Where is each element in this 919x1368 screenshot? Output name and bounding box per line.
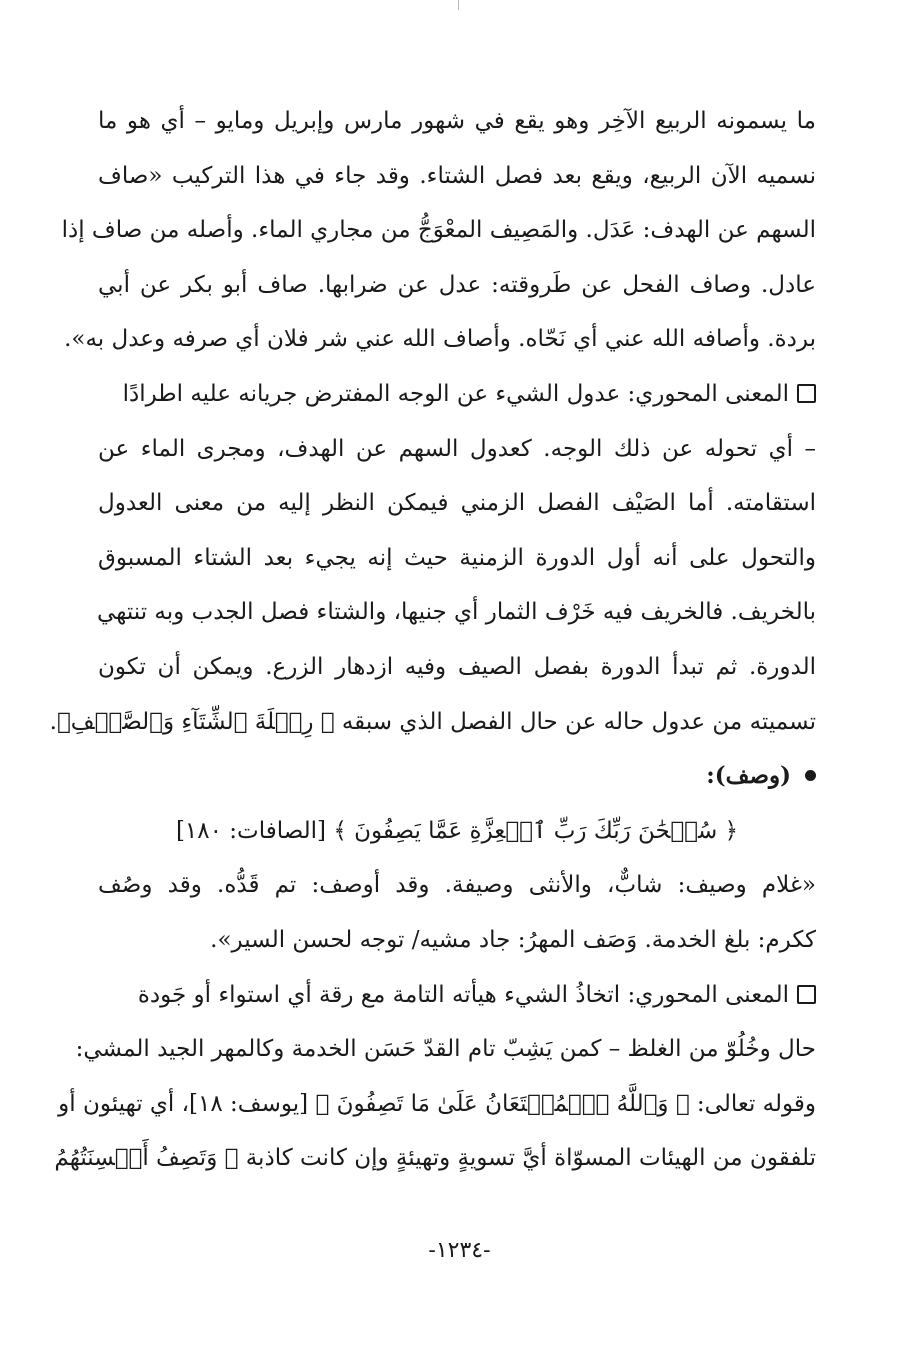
- text-line: نسميه الآن الربيع، ويقع بعد فصل الشتاء. وقد جاء في هذا التركيب «صاف: [98, 162, 816, 189]
- text-line: بالخريف. فالخريف فيه خَرْف الثمار أي جنيها، والشتاء فصل الجدب وبه تنتهي: [97, 599, 816, 626]
- text-line: بردة. وأصافه الله عني أي نَحّاه. وأصاف الله عني شر فلان أي صرفه وعدل به».: [64, 326, 816, 353]
- text-line: السهم عن الهدف: عَدَل. والمَصِيف المعْوَجُّ من مجاري الماء. وأصله من صاف إذا: [61, 217, 816, 244]
- text-line: عادل. وصاف الفحل عن طَروقته: عدل عن ضرابها. صاف أبو بكر عن أبي: [98, 271, 816, 298]
- text-line: تلفقون من الهيئات المسوّاة أيَّ تسويةٍ وتهيئةٍ وإن كانت كاذبة ﴿ وَتَصِفُ أَلۡسِنَتُهُمُ: [54, 1145, 816, 1172]
- crop-mark: [458, 0, 459, 10]
- text-line: [98, 968, 816, 1023]
- text-line: تسميته من عدول حاله عن حال الفصل الذي سبقه ﴿ رِحۡلَةَ ٱلشِّتَآءِ وَٱلصَّيۡفِ﴾.: [49, 708, 816, 735]
- text-line: – أي تحوله عن ذلك الوجه. كعدول السهم عن الهدف، ومجرى الماء عن: [98, 435, 816, 462]
- text-line: ككرم: بلغ الخدمة. وَصَف المهرُ: جاد مشيه/ توجه لحسن السير».: [210, 926, 816, 953]
- section-heading: [98, 749, 816, 804]
- quran-verse: ﴿ سُبۡحَٰنَ رَبِّكَ رَبِّ ٱلۡعِزَّةِ عَمَّا يَصِفُونَ ﴾ [الصافات: ١٨٠]: [175, 817, 739, 844]
- text-line: وقوله تعالى: ﴿ وَٱللَّهُ ٱلۡمُسۡتَعَانُ عَلَىٰ مَا تَصِفُونَ ﴾ [يوسف: ١٨]، أي تهيئون أو: [58, 1090, 816, 1117]
- body-text: [49, 94, 816, 1186]
- square-marker-icon: [797, 985, 816, 1004]
- text-line: استقامته. أما الصَيْف الفصل الزمني فيمكن النظر إليه من معنى العدول: [98, 490, 816, 517]
- section-heading-text: (وصف):: [706, 762, 791, 790]
- text-line: ما يسمونه الربيع الآخِر وهو يقع في شهور مارس وإبريل ومايو – أي هو ما: [98, 108, 816, 134]
- core-meaning-text: المعنى المحوري: عدول الشيء عن الوجه المفترض جريانه عليه اطرادًا: [122, 380, 789, 407]
- bullet-icon: [805, 770, 816, 781]
- text-line: [98, 367, 816, 422]
- text-line: الدورة. ثم تبدأ الدورة بفصل الصيف وفيه ازدهار الزرع. ويمكن أن تكون: [98, 653, 816, 680]
- square-marker-icon: [797, 384, 816, 403]
- page-number: -١٢٣٤-: [428, 1238, 491, 1263]
- text-line: حال وخُلُوّ من الغلظ – كمن يَشِبّ تام القدّ حَسَن الخدمة وكالمهر الجيد المشي:: [75, 1036, 816, 1063]
- core-meaning-text: المعنى المحوري: اتخاذُ الشيء هيأته التامة مع رقة أي استواء أو جَودة: [137, 981, 789, 1008]
- text-line: والتحول على أنه أول الدورة الزمنية حيث إنه يجيء بعد الشتاء المسبوق: [98, 544, 816, 571]
- text-line: «غلام وصيف: شابٌّ، والأنثى وصيفة. وقد أوصف: تم قَدُّه. وقد وصُف: [98, 872, 816, 899]
